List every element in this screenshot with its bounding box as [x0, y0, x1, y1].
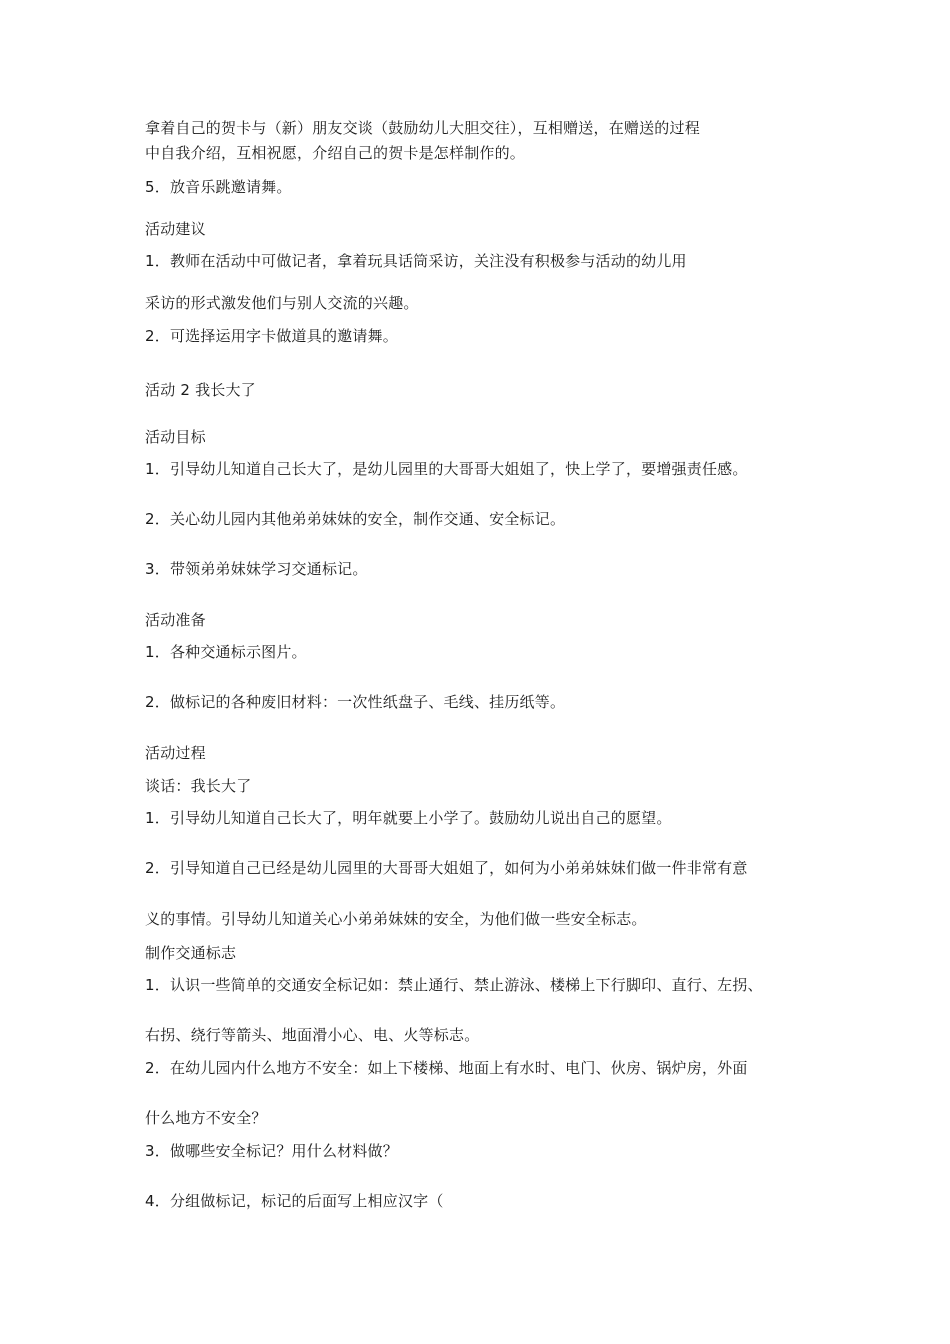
list-item: 2．关心幼儿园内其他弟弟妹妹的安全，制作交通、安全标记。 — [145, 510, 566, 528]
paragraph-line: 什么地方不安全？ — [145, 1109, 267, 1127]
list-item: 1．各种交通标示图片。 — [145, 643, 307, 661]
activity-title: 活动 2 我长大了 — [145, 381, 256, 399]
list-item: 1．引导幼儿知道自己长大了，是幼儿园里的大哥哥大姐姐了，快上学了，要增强责任感。 — [145, 460, 748, 478]
list-item: 4．分组做标记，标记的后面写上相应汉字（ — [145, 1192, 444, 1210]
paragraph-line: 中自我介绍，互相祝愿，介绍自己的贺卡是怎样制作的。 — [145, 144, 526, 162]
section-heading: 活动建议 — [145, 220, 206, 238]
list-item: 1．教师在活动中可做记者，拿着玩具话筒采访，关注没有积极参与活动的幼儿用 — [145, 252, 687, 270]
list-item: 5．放音乐跳邀请舞。 — [145, 178, 292, 196]
list-item: 2．在幼儿园内什么地方不安全：如上下楼梯、地面上有水时、电门、伙房、锅炉房，外面 — [145, 1059, 748, 1077]
paragraph-line: 采访的形式激发他们与别人交流的兴趣。 — [145, 294, 419, 312]
section-heading: 活动过程 — [145, 744, 206, 762]
list-item: 2．可选择运用字卡做道具的邀请舞。 — [145, 327, 398, 345]
section-heading: 活动准备 — [145, 611, 206, 629]
paragraph-line: 拿着自己的贺卡与（新）朋友交谈（鼓励幼儿大胆交往），互相赠送，在赠送的过程 — [145, 119, 700, 137]
list-item: 2．引导知道自己已经是幼儿园里的大哥哥大姐姐了，如何为小弟弟妹妹们做一件非常有意 — [145, 859, 748, 877]
list-item: 1．引导幼儿知道自己长大了，明年就要上小学了。鼓励幼儿说出自己的愿望。 — [145, 809, 672, 827]
list-item: 3．带领弟弟妹妹学习交通标记。 — [145, 560, 368, 578]
section-heading: 活动目标 — [145, 428, 206, 446]
sub-heading: 谈话：我长大了 — [145, 777, 252, 795]
paragraph-line: 义的事情。引导幼儿知道关心小弟弟妹妹的安全，为他们做一些安全标志。 — [145, 910, 647, 928]
list-item: 2．做标记的各种废旧材料：一次性纸盘子、毛线、挂历纸等。 — [145, 693, 566, 711]
paragraph-line: 右拐、绕行等箭头、地面滑小心、电、火等标志。 — [145, 1026, 480, 1044]
sub-heading: 制作交通标志 — [145, 944, 237, 962]
list-item: 3．做哪些安全标记？用什么材料做？ — [145, 1142, 398, 1160]
list-item: 1．认识一些简单的交通安全标记如：禁止通行、禁止游泳、楼梯上下行脚印、直行、左拐、 — [145, 976, 763, 994]
